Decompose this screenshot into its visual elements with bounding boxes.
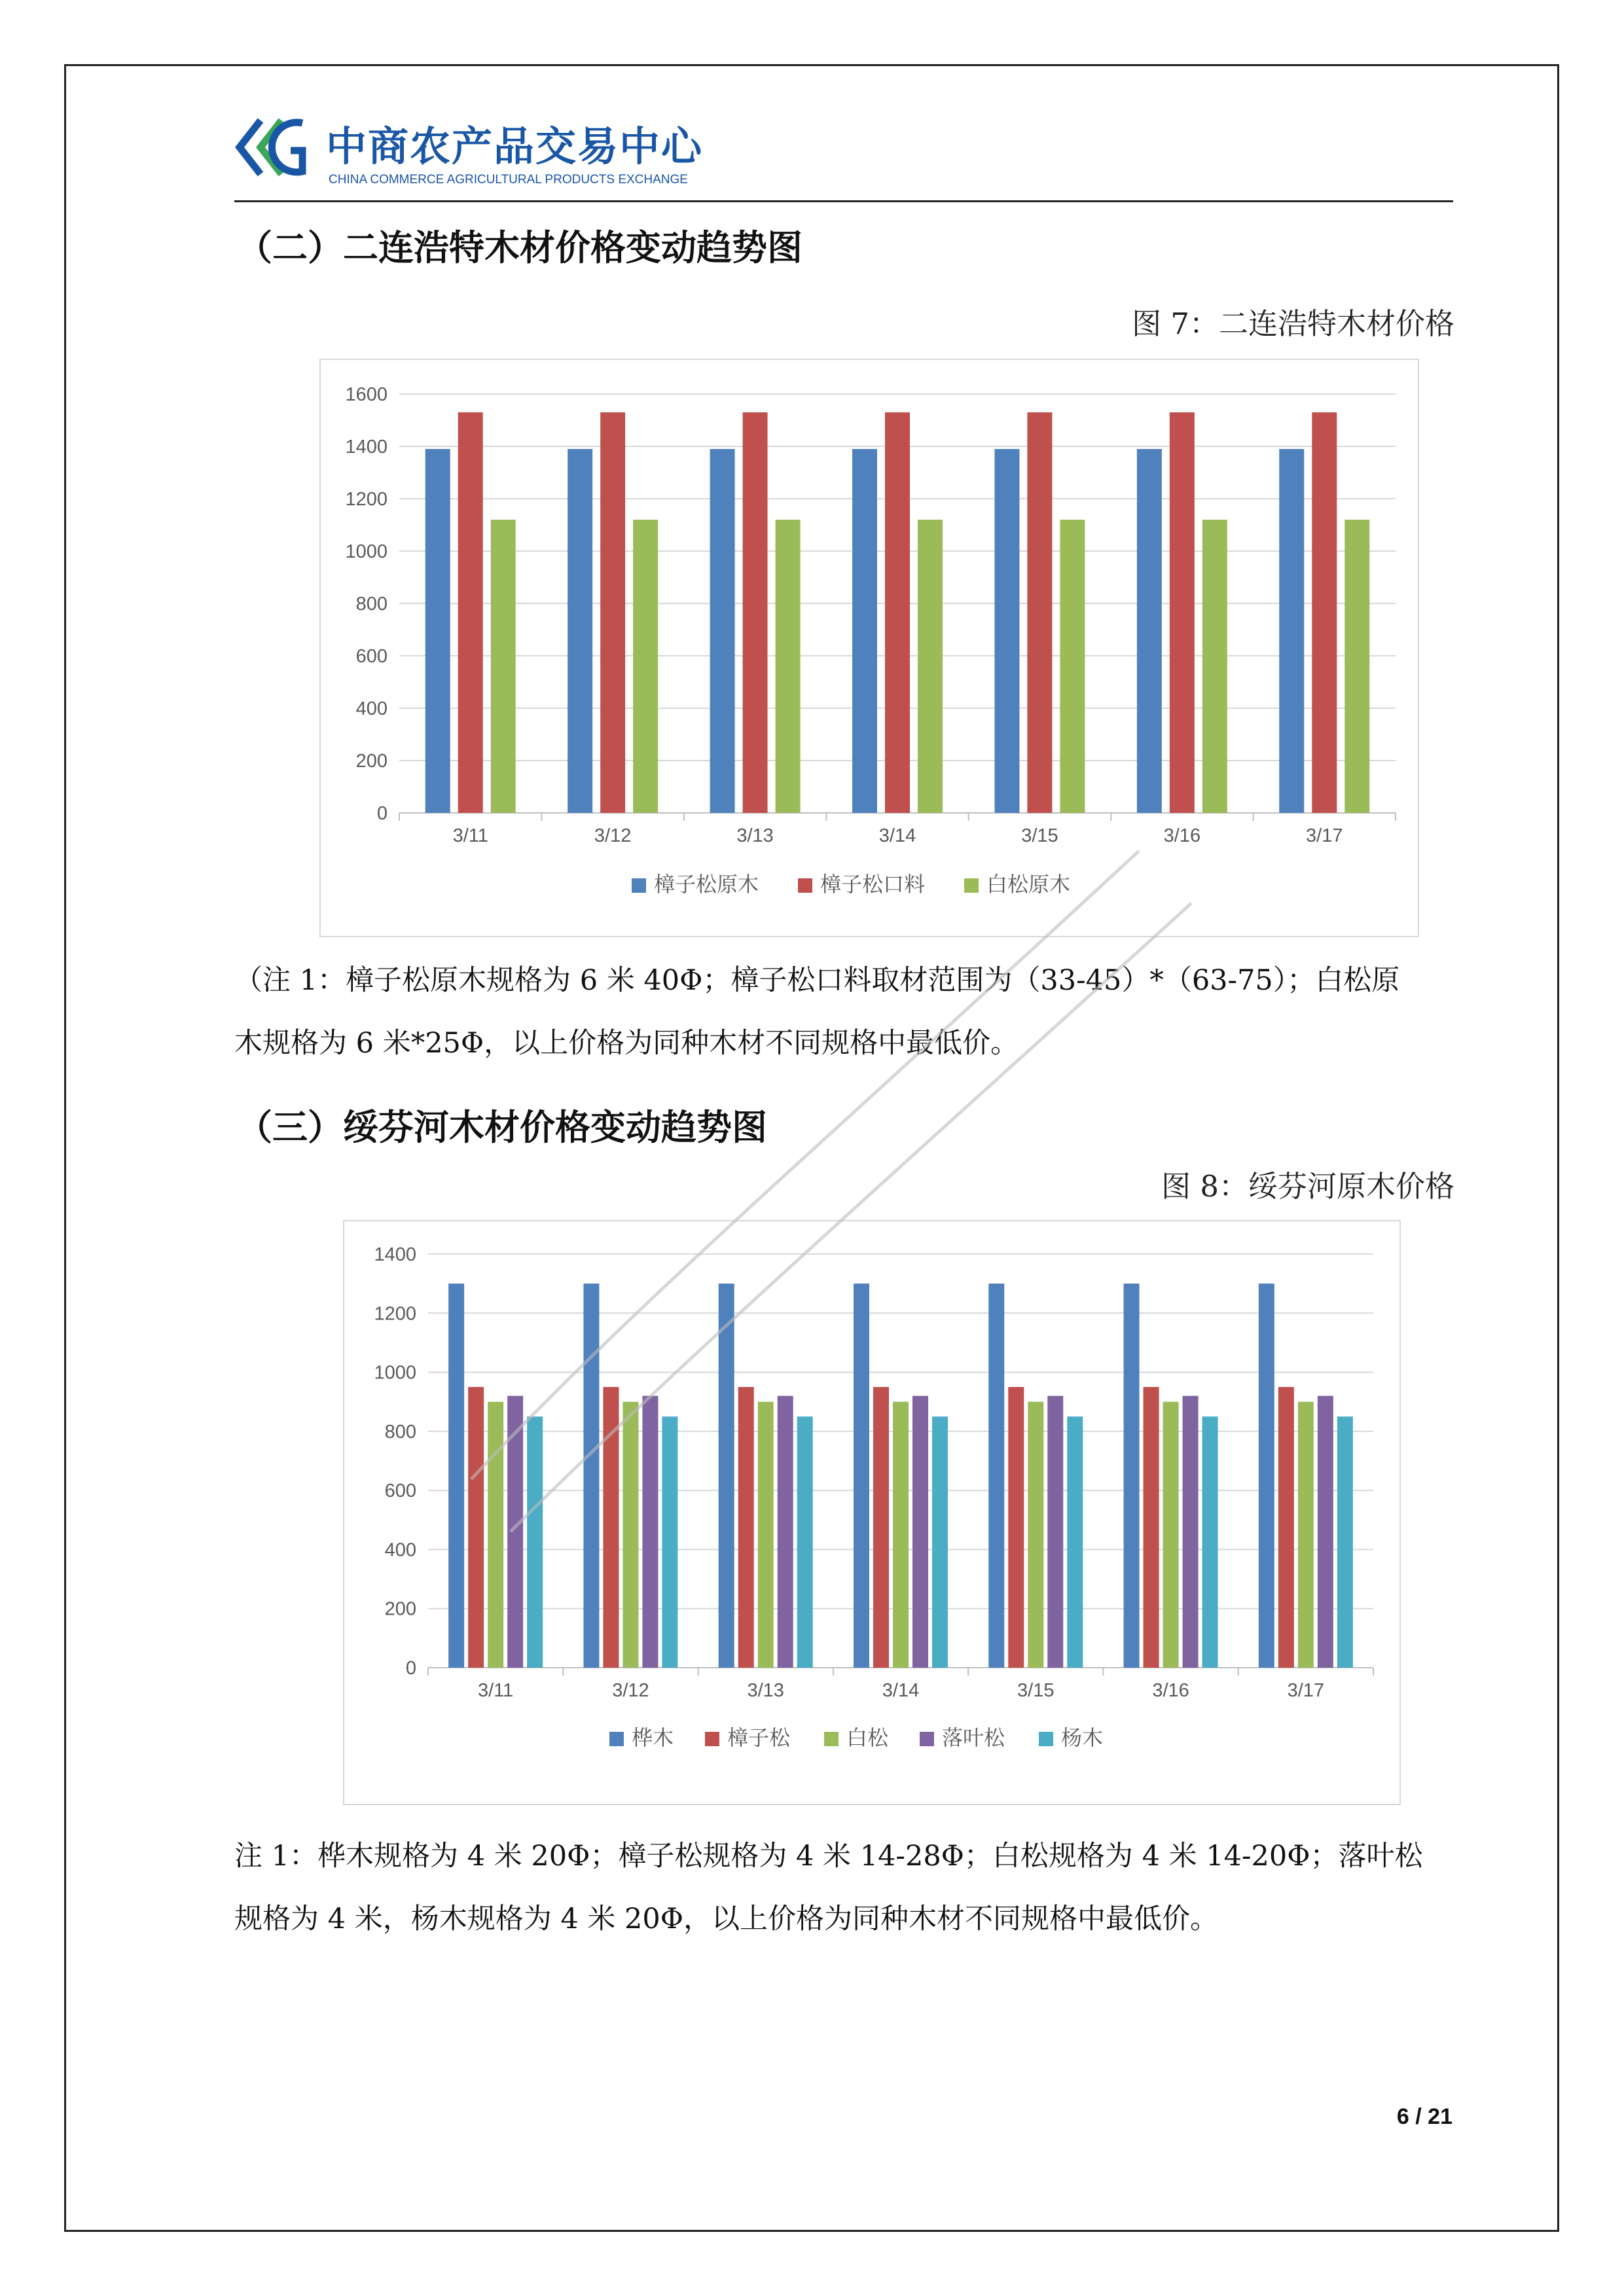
y-tick-label: 200 [355, 751, 388, 772]
note-suifenhe [234, 1825, 1453, 1950]
header-divider [234, 200, 1453, 202]
legend-label: 白松 [846, 1725, 889, 1750]
chart-erenhot-svg [321, 360, 1418, 936]
x-tick-label: 3/16 [1152, 1680, 1189, 1701]
y-tick-label: 1200 [345, 489, 388, 510]
bar-3-14-series-3 [912, 1396, 928, 1668]
bar-3-17-series-2 [1298, 1402, 1314, 1668]
note-erenhot [234, 949, 1453, 1075]
bar-3-13-series-0 [719, 1283, 734, 1668]
figure-7-caption: 图 7：二连浩特木材价格 [1132, 306, 1454, 341]
y-tick-label: 400 [384, 1539, 416, 1561]
bar-3-14-series-2 [893, 1402, 909, 1668]
bar-3-13-series-2 [776, 520, 801, 813]
bar-3-16-series-2 [1202, 520, 1227, 813]
legend-swatch [798, 878, 812, 893]
bar-3-15-series-4 [1067, 1416, 1083, 1668]
legend-swatch [609, 1732, 624, 1746]
y-tick-label: 1400 [345, 437, 388, 457]
bar-3-17-series-3 [1318, 1396, 1333, 1668]
x-tick-label: 3/17 [1287, 1680, 1325, 1701]
bar-3-16-series-4 [1202, 1416, 1218, 1668]
bar-3-15-series-1 [1027, 412, 1052, 813]
bar-3-14-series-1 [885, 412, 910, 813]
x-tick-label: 3/15 [1017, 1680, 1055, 1701]
bar-3-16-series-3 [1183, 1396, 1199, 1668]
bar-3-11-series-1 [468, 1387, 484, 1668]
bar-3-16-series-0 [1124, 1283, 1140, 1668]
bar-3-11-series-2 [491, 520, 516, 813]
bar-3-15-series-2 [1060, 520, 1085, 813]
bar-3-13-series-1 [743, 412, 768, 813]
x-tick-label: 3/11 [452, 825, 488, 846]
y-tick-label: 1200 [374, 1303, 416, 1325]
bar-3-15-series-3 [1047, 1396, 1063, 1668]
y-tick-label: 800 [384, 1421, 416, 1443]
x-tick-label: 3/13 [747, 1680, 784, 1701]
bar-3-12-series-2 [623, 1402, 638, 1668]
bar-3-12-series-2 [633, 520, 658, 813]
bar-3-15-series-0 [988, 1283, 1004, 1668]
bar-3-17-series-1 [1278, 1387, 1294, 1668]
legend-swatch [920, 1732, 934, 1746]
bar-3-12-series-0 [583, 1283, 599, 1668]
bar-3-13-series-3 [778, 1396, 793, 1668]
bar-3-16-series-0 [1137, 449, 1162, 813]
bar-3-13-series-2 [758, 1402, 774, 1668]
bar-3-11-series-3 [507, 1396, 523, 1668]
x-tick-label: 3/13 [736, 825, 774, 846]
y-tick-label: 400 [355, 698, 388, 719]
x-tick-label: 3/11 [477, 1680, 514, 1701]
bar-3-17-series-0 [1279, 449, 1304, 813]
y-tick-label: 1400 [374, 1244, 416, 1265]
section-heading-erenhot: （二）二连浩特木材价格变动趋势图 [237, 227, 803, 268]
bar-3-11-series-0 [425, 449, 450, 813]
legend-swatch [632, 878, 646, 893]
legend-label: 樟子松 [727, 1725, 791, 1750]
legend-label: 桦木 [632, 1725, 674, 1750]
x-tick-label: 3/12 [594, 825, 632, 846]
legend-label: 樟子松原木 [654, 872, 759, 897]
bar-3-17-series-0 [1259, 1283, 1274, 1668]
bar-3-16-series-1 [1170, 412, 1195, 813]
bar-3-12-series-4 [662, 1416, 677, 1668]
x-tick-label: 3/14 [882, 1680, 920, 1701]
x-tick-label: 3/15 [1021, 825, 1058, 846]
logo-english-name: CHINA COMMERCE AGRICULTURAL PRODUCTS EXCHANGE [329, 173, 688, 187]
legend-swatch [1039, 1732, 1053, 1746]
x-tick-label: 3/14 [878, 825, 916, 846]
legend-swatch [964, 878, 979, 893]
y-tick-label: 1600 [345, 384, 388, 405]
section-heading-suifenhe: （三）绥芬河木材价格变动趋势图 [237, 1107, 767, 1148]
note-suifenhe-line-2: 规格为 4 米，杨木规格为 4 米 20Φ，以上价格为同种木材不同规格中最低价。 [234, 1903, 1219, 1935]
legend-label: 白松原木 [986, 872, 1071, 897]
bar-3-17-series-2 [1344, 520, 1369, 813]
bar-3-14-series-4 [932, 1416, 948, 1668]
y-tick-label: 1000 [345, 541, 388, 562]
bar-3-13-series-0 [710, 449, 735, 813]
bar-3-15-series-1 [1008, 1387, 1024, 1668]
logo-chinese-name: 中商农产品交易中心 [326, 122, 704, 170]
chart-suifenhe-log-prices [343, 1220, 1401, 1805]
page-header [234, 111, 1478, 203]
note-erenhot-line-1: （注 1：樟子松原木规格为 6 米 40Φ；樟子松口料取材范围为（33-45）*（63-75）；白松原 [234, 964, 1400, 997]
x-tick-label: 3/17 [1306, 825, 1343, 846]
bar-3-12-series-1 [603, 1387, 619, 1668]
bar-3-12-series-0 [568, 449, 592, 813]
bar-3-16-series-1 [1144, 1387, 1159, 1668]
legend-label: 落叶松 [942, 1725, 1005, 1750]
y-tick-label: 600 [384, 1480, 416, 1502]
bar-3-14-series-0 [854, 1283, 869, 1668]
bar-3-14-series-2 [918, 520, 943, 813]
bar-3-13-series-1 [738, 1387, 754, 1668]
bar-3-11-series-0 [448, 1283, 464, 1668]
y-tick-label: 0 [376, 803, 388, 824]
bar-3-12-series-3 [642, 1396, 658, 1668]
bar-3-12-series-1 [600, 412, 625, 813]
y-tick-label: 800 [355, 594, 388, 615]
chart-suifenhe-svg [344, 1221, 1399, 1804]
note-suifenhe-line-1: 注 1：桦木规格为 4 米 20Φ；樟子松规格为 4 米 14-28Φ；白松规格为 4 米 14-20Φ；落叶松 [234, 1840, 1423, 1873]
figure-8-caption: 图 8：绥芬河原木价格 [1161, 1169, 1454, 1204]
bar-3-16-series-2 [1163, 1402, 1179, 1668]
bar-3-15-series-0 [994, 449, 1019, 813]
y-tick-label: 1000 [374, 1362, 416, 1384]
x-tick-label: 3/16 [1163, 825, 1201, 846]
chart-erenhot-timber-prices [319, 359, 1419, 937]
note-erenhot-line-2: 木规格为 6 米*25Φ，以上价格为同种木材不同规格中最低价。 [234, 1027, 1019, 1060]
bar-3-11-series-4 [527, 1416, 543, 1668]
bar-3-11-series-1 [458, 412, 483, 813]
bar-3-14-series-1 [873, 1387, 889, 1668]
y-tick-label: 0 [405, 1658, 416, 1679]
bar-3-15-series-2 [1028, 1402, 1043, 1668]
x-tick-label: 3/12 [612, 1680, 649, 1701]
bar-3-17-series-1 [1312, 412, 1337, 813]
page-number: 6 / 21 [1396, 2104, 1453, 2129]
bar-3-14-series-0 [852, 449, 877, 813]
legend-label: 樟子松口料 [820, 872, 926, 897]
y-tick-label: 600 [355, 646, 388, 667]
bar-3-13-series-4 [797, 1416, 813, 1668]
legend-swatch [824, 1732, 839, 1746]
legend-label: 杨木 [1061, 1725, 1104, 1750]
bar-3-17-series-4 [1337, 1416, 1353, 1668]
legend-swatch [705, 1732, 719, 1746]
y-tick-label: 200 [384, 1598, 416, 1620]
exchange-logo-icon [234, 111, 318, 183]
bar-3-11-series-2 [488, 1402, 503, 1668]
